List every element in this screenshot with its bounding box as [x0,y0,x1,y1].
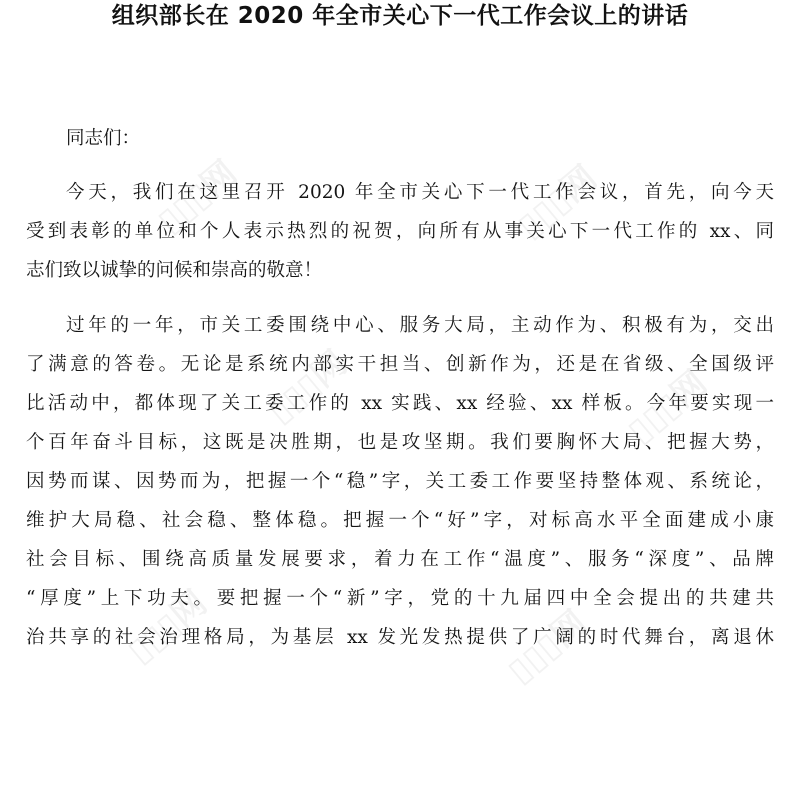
watermark-mark: ▯▯▯网 [499,602,595,692]
paragraph2-line: 因势而谋、因势而为，把握一个“稳”字，关工委工作要坚持整体观、系统论， [26,471,774,492]
paragraph2-line: “厚度”上下功夫。要把握一个“新”字，党的十九届四中全会提出的共建共 [26,588,774,609]
paragraph2-line: 比活动中，都体现了关工委工作的 xx 实践、xx 经验、xx 样板。今年要实现一 [26,393,774,414]
paragraph1-line: 志们致以诚挚的问候和崇高的敬意！ [26,260,323,281]
paragraph2-line: 过年的一年，市关工委围绕中心、服务大局，主动作为、积极有为，交出 [66,315,774,336]
document-title: 组织部长在 2020 年全市关心下一代工作会议上的讲话 [111,3,689,29]
paragraph1-line: 受到表彰的单位和个人表示热烈的祝贺，向所有从事关心下一代工作的 xx、同 [26,221,774,242]
paragraph2-line: 个百年奋斗目标，这既是决胜期，也是攻坚期。我们要胸怀大局、把握大势， [26,432,774,453]
salutation: 同志们： [66,128,141,149]
watermark-mark: ▯▯▯网 [119,582,215,672]
paragraph2-line: 维护大局稳、社会稳、整体稳。把握一个“好”字，对标高水平全面建成小康 [26,510,774,531]
watermark-mark: ▯▯▯网 [259,342,355,432]
watermark-mark: ▯▯▯网 [619,362,715,452]
watermark-mark: ▯▯▯网 [149,152,245,242]
watermark-mark: ▯▯▯网 [509,157,605,247]
paragraph2-line: 治共享的社会治理格局，为基层 xx 发光发热提供了广阔的时代舞台，离退休 [26,627,774,648]
paragraph2-line: 了满意的答卷。无论是系统内部实干担当、创新作为，还是在省级、全国级评 [26,354,774,375]
paragraph2-line: 社会目标、围绕高质量发展要求，着力在工作“温度”、服务“深度”、品牌 [26,549,774,570]
paragraph1-line: 今天，我们在这里召开 2020 年全市关心下一代工作会议，首先，向今天 [66,182,774,203]
